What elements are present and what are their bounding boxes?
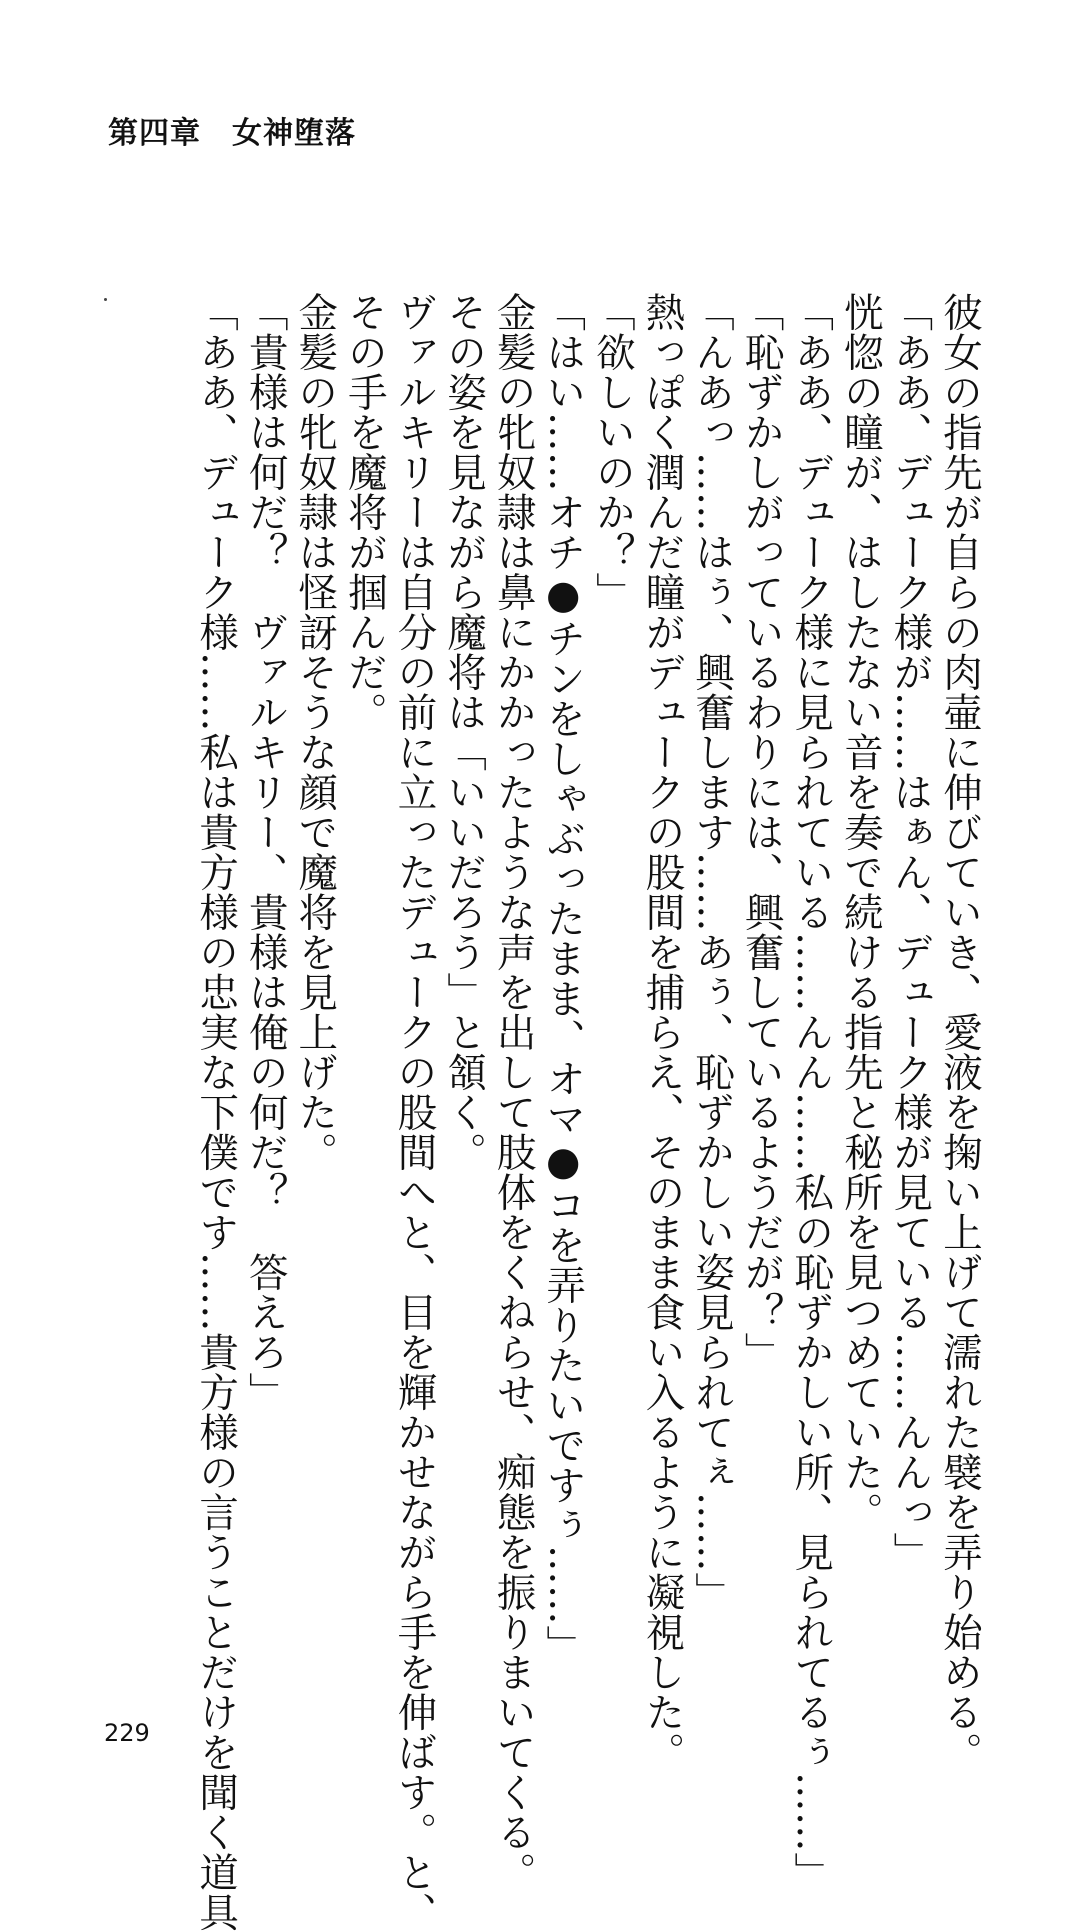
text-line: 「んあっ……はぅ、興奮します……あぅ、恥ずかしい姿見られてぇ……」 (689, 292, 736, 1612)
page-number: 229 (104, 1719, 150, 1747)
text-line: 「はい……オチ●チンをしゃぶったまま、オマ●コを弄りたいですぅ……」 (540, 292, 587, 1665)
text-line: 「恥ずかしがっているわりには、興奮しているようだが？」 (738, 292, 785, 1372)
text-line: 「欲しいのか？」 (589, 292, 636, 612)
body-text (191, 292, 985, 1932)
text-line: 「ああ、デューク様が……はぁん、デューク様が見ている……んんっ」 (887, 292, 934, 1572)
text-line: その姿を見ながら魔将は「いいだろう」と頷く。 (441, 292, 488, 1172)
chapter-title: 第四章 女神堕落 (108, 116, 356, 151)
text-line: 熱っぽく潤んだ瞳がデュークの股間を捕らえ、そのまま食い入るように凝視した。 (639, 292, 686, 1772)
print-speck (104, 298, 107, 301)
text-line: 「貴様は何だ？ ヴァルキリー、貴様は俺の何だ？ 答えろ」 (242, 292, 289, 1412)
text-line: 金髪の牝奴隷は怪訝そうな顔で魔将を見上げた。 (292, 292, 339, 1172)
text-line: 「ああ、デューク様に見られている……んん……私の恥ずかしい所、見られてるぅ……」 (788, 292, 835, 1892)
text-line: 彼女の指先が自らの肉壷に伸びていき、愛液を掬い上げて濡れた襞を弄り始める。 (937, 292, 983, 1772)
text-line: 金髪の牝奴隷は鼻にかかったような声を出して肢体をくねらせ、痴態を振りまいてくる。 (490, 292, 537, 1892)
text-line: ヴァルキリーは自分の前に立ったデュークの股間へと、目を輝かせながら手を伸ばす。と、 (391, 292, 438, 1932)
text-line: 恍惚の瞳が、はしたない音を奏で続ける指先と秘所を見つめていた。 (837, 292, 884, 1532)
text-line: その手を魔将が掴んだ。 (341, 292, 388, 732)
text-line: 「ああ、デューク様……私は貴方様の忠実な下僕です……貴方様の言うことだけを聞く道具 (193, 292, 240, 1932)
